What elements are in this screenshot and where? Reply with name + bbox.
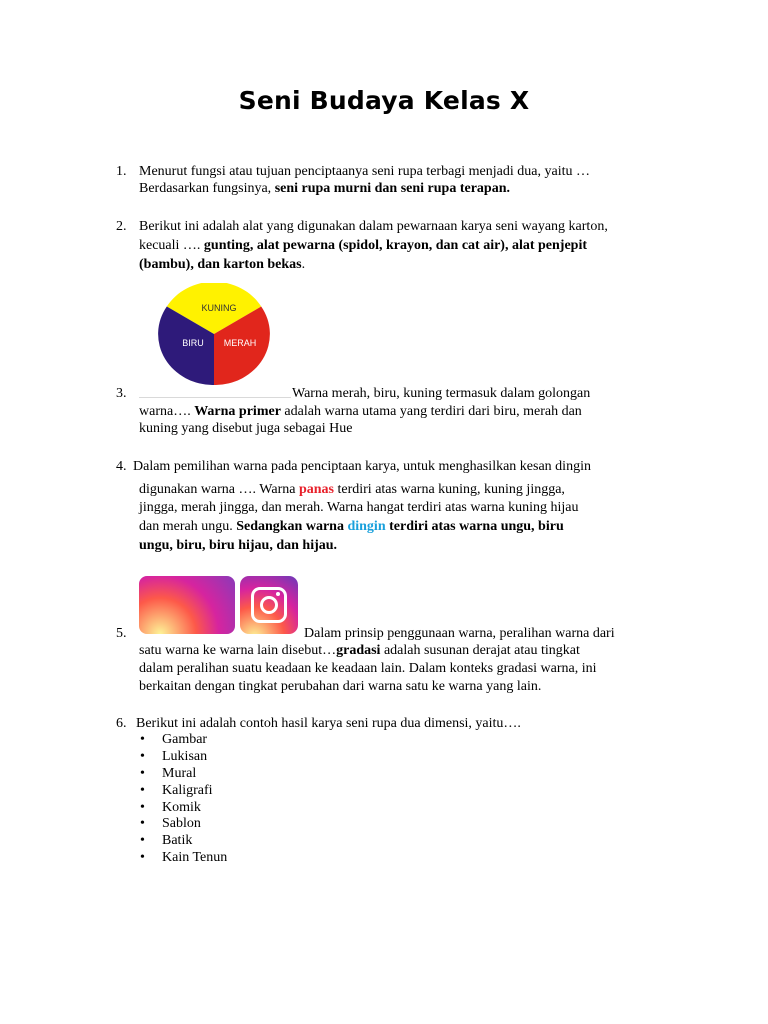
instagram-dot xyxy=(276,592,280,596)
q4-cold-word: dingin xyxy=(347,519,386,534)
instagram-lens xyxy=(260,596,278,614)
color-wheel xyxy=(158,283,270,385)
q2-answer-part1: gunting, alat pewarna (spidol, krayon, dan cat air), alat penjepit xyxy=(203,238,588,253)
bullet-marker: • xyxy=(140,850,145,865)
wheel-label-biru: BIRU xyxy=(182,338,204,348)
list-item: Lukisan xyxy=(162,749,208,764)
q4-line2-text: digunakan warna …. Warna xyxy=(139,482,299,497)
q1-answer: seni rupa murni dan seni rupa terapan. xyxy=(274,181,511,196)
list-item: Mural xyxy=(162,766,197,781)
q6-number: 6. xyxy=(116,716,127,731)
q4-line2-rest: terdiri atas warna kuning, kuning jingga, xyxy=(333,482,565,497)
q2-line3 xyxy=(139,256,305,274)
q3-line2 xyxy=(139,403,582,421)
q1-number: 1. xyxy=(116,164,127,179)
q2-period: . xyxy=(301,257,306,272)
q2-line2-text: kecuali …. xyxy=(139,238,204,253)
q5-line3: dalam peralihan suatu keadaan ke keadaan lain. Dalam konteks gradasi warna, ini xyxy=(139,661,597,676)
q3-line2-text: warna…. xyxy=(139,404,195,419)
q5-answer: gradasi xyxy=(336,643,381,658)
answer-blank-line xyxy=(139,397,291,398)
list-item: Kaligrafi xyxy=(162,783,213,798)
q4-line4-text: dan merah ungu. xyxy=(139,519,237,534)
wheel-label-merah: MERAH xyxy=(223,338,257,348)
q2-answer-part2: (bambu), dan karton bekas xyxy=(139,257,302,272)
list-item: Sablon xyxy=(162,816,201,831)
q4-hot-word: panas xyxy=(298,482,334,497)
q4-answer-end: ungu, biru, biru hijau, dan hijau. xyxy=(139,538,338,553)
q5-line1: Dalam prinsip penggunaan warna, peralihan warna dari xyxy=(304,626,615,641)
wheel-label-kuning: KUNING xyxy=(201,303,237,313)
q6-line1: Berikut ini adalah contoh hasil karya seni rupa dua dimensi, yaitu…. xyxy=(136,716,521,731)
q4-answer-rest: terdiri atas warna ungu, biru xyxy=(385,519,564,534)
q4-answer-intro: Sedangkan warna xyxy=(236,519,348,534)
q2-number: 2. xyxy=(116,219,127,234)
q5-line2-rest: adalah susunan derajat atau tingkat xyxy=(380,643,580,658)
q4-line1: Dalam pemilihan warna pada penciptaan karya, untuk menghasilkan kesan dingin xyxy=(133,459,591,474)
q4-line5 xyxy=(139,537,337,555)
gradient-image xyxy=(139,576,235,634)
bullet-marker: • xyxy=(140,833,145,848)
instagram-icon xyxy=(240,576,298,634)
list-item: Batik xyxy=(162,833,193,848)
q2-line2 xyxy=(139,237,587,255)
page-title: Seni Budaya Kelas X xyxy=(238,86,530,115)
bullet-marker: • xyxy=(140,766,145,781)
bullet-marker: • xyxy=(140,783,145,798)
q3-line1: Warna merah, biru, kuning termasuk dalam golongan xyxy=(292,386,591,401)
q1-line2-text: Berdasarkan fungsinya, xyxy=(139,181,275,196)
q5-number: 5. xyxy=(116,626,127,641)
q4-line4 xyxy=(139,518,564,536)
list-item: Gambar xyxy=(162,732,208,747)
list-item: Komik xyxy=(162,800,201,815)
q2-line1: Berikut ini adalah alat yang digunakan dalam pewarnaan karya seni wayang karton, xyxy=(139,219,608,234)
q3-line2-rest: adalah warna utama yang terdiri dari biru, merah dan xyxy=(280,404,582,419)
bullet-marker: • xyxy=(140,732,145,747)
bullet-marker: • xyxy=(140,749,145,764)
q5-line2 xyxy=(139,642,580,660)
q3-answer: Warna primer xyxy=(194,404,281,419)
color-wheel-image xyxy=(158,283,270,385)
q1-line2 xyxy=(139,180,510,198)
q5-line2-text: satu warna ke warna lain disebut… xyxy=(139,643,337,658)
bullet-marker: • xyxy=(140,800,145,815)
q4-number: 4. xyxy=(116,459,127,474)
list-item: Kain Tenun xyxy=(162,850,228,865)
bullet-marker: • xyxy=(140,816,145,831)
q3-line3: kuning yang disebut juga sebagai Hue xyxy=(139,421,353,436)
q3-number: 3. xyxy=(116,386,127,401)
q4-line2 xyxy=(139,481,565,499)
q5-line4: berkaitan dengan tingkat perubahan dari warna satu ke warna yang lain. xyxy=(139,679,542,694)
q1-line1: Menurut fungsi atau tujuan penciptaanya seni rupa terbagi menjadi dua, yaitu … xyxy=(139,164,590,179)
q4-line3: jingga, merah jingga, dan merah. Warna hangat terdiri atas warna kuning hijau xyxy=(139,500,579,515)
